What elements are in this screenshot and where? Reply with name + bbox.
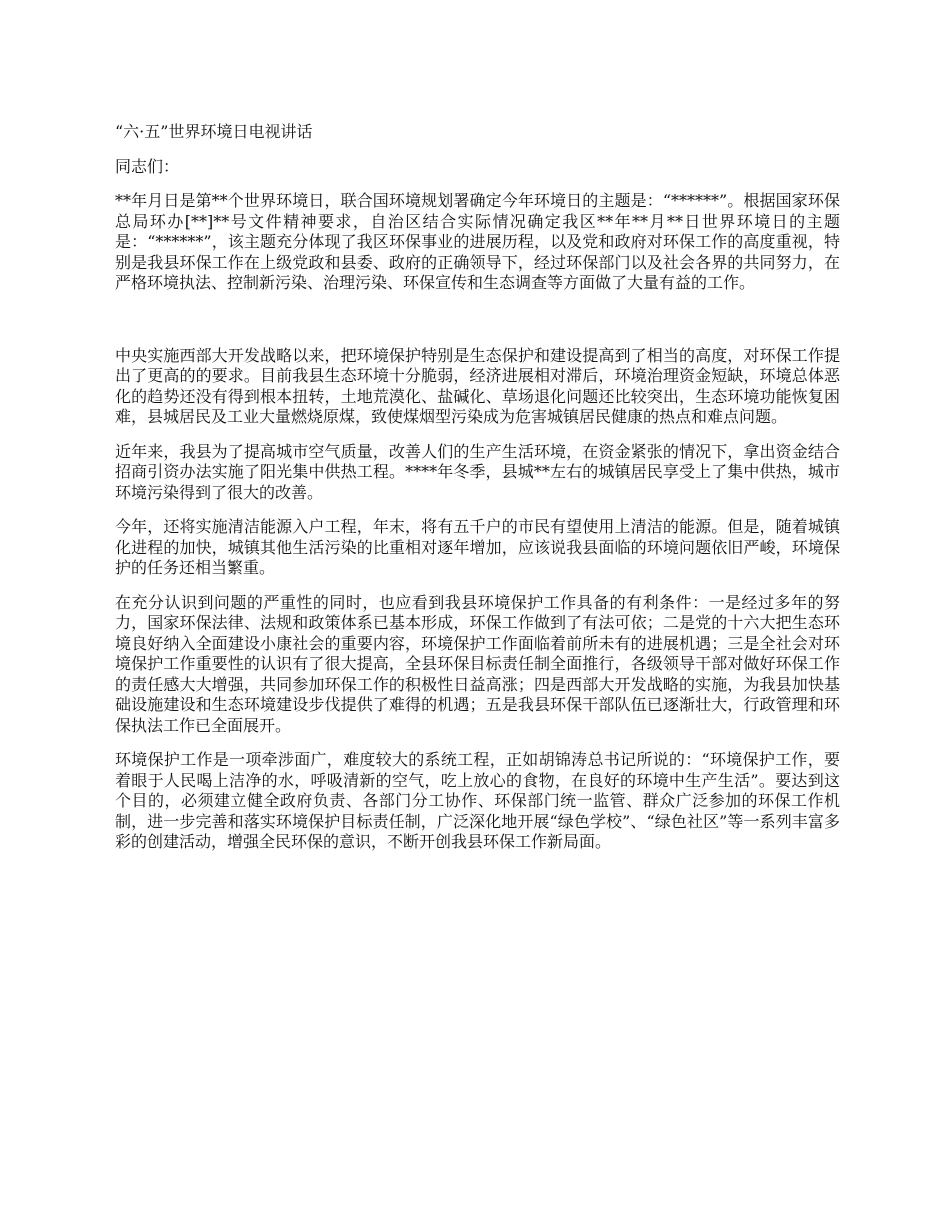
- paragraph-6: 环境保护工作是一项牵涉面广，难度较大的系统工程，正如胡锦涛总书记所说的：“环境保护工作，要着眼于人民喝上洁净的水，呼吸清新的空气，吃上放心的食物，在良好的环境中生产生活”。要达到这个目的，必须建立健全政府负责、各部门分工协作、环保部门统一监管、群众广泛参加的环保工作机制，进一步完善和落实环境保护目标责任制，广泛深化地开展“绿色学校”、“绿色社区”等一系列丰富多彩的创建活动，增强全民环保的意识，不断开创我县环保工作新局面。: [115, 750, 840, 851]
- document-page: [115, 122, 840, 867]
- salutation: 同志们：: [115, 156, 180, 176]
- paragraph-1: **年月日是第**个世界环境日，联合国环境规划署确定今年环境日的主题是：“******”。根据国家环保总局环办[**]**号文件精神要求，自治区结合实际情况确定我区**年**月**日世界环境日的主题是：“******”，该主题充分体现了我区环保事业的进展历程，以及党和政府对环保工作的高度重视，特别是我县环保工作在上级党政和县委、政府的正确领导下，经过环保部门以及社会各界的共同努力，在严格环境执法、控制新污染、治理污染、环保宣传和生态调查等方面做了大量有益的工作。: [115, 191, 840, 292]
- paragraph-3: 近年来，我县为了提高城市空气质量，改善人们的生产生活环境，在资金紧张的情况下，拿出资金结合招商引资办法实施了阳光集中供热工程。****年冬季，县城**左右的城镇居民享受上了集中供热，城市环境污染得到了很大的改善。: [115, 441, 840, 502]
- paragraph-5: 在充分认识到问题的严重性的同时，也应看到我县环境保护工作具备的有利条件：一是经过多年的努力，国家环保法律、法规和政策体系已基本形成，环保工作做到了有法可依；二是党的十六大把生态环境良好纳入全面建设小康社会的重要内容，环境保护工作面临着前所未有的进展机遇；三是全社会对环境保护工作重要性的认识有了很大提高，全县环保目标责任制全面推行，各级领导干部对做好环保工作的责任感大大增强，共同参加环保工作的积极性日益高涨；四是西部大开发战略的实施，为我县加快基础设施建设和生态环境建设步伐提供了难得的机遇；五是我县环保干部队伍已逐渐壮大，行政管理和环保执法工作已全面展开。: [115, 592, 840, 735]
- document-title: “六·五”世界环境日电视讲话: [115, 122, 313, 141]
- paragraph-4: 今年，还将实施清洁能源入户工程，年末，将有五千户的市民有望使用上清洁的能源。但是，随着城镇化进程的加快，城镇其他生活污染的比重相对逐年增加，应该说我县面临的环境问题依旧严峻，环境保护的任务还相当繁重。: [115, 517, 840, 577]
- paragraph-2: 中央实施西部大开发战略以来，把环境保护特别是生态保护和建设提高到了相当的高度，对环保工作提出了更高的的要求。目前我县生态环境十分脆弱，经济进展相对滞后，环境治理资金短缺，环境总体恶化的趋势还没有得到根本扭转，土地荒漠化、盐碱化、草场退化问题还比较突出，生态环境功能恢复困难，县城居民及工业大量燃烧原煤，致使煤烟型污染成为危害城镇居民健康的热点和难点问题。: [115, 345, 840, 426]
